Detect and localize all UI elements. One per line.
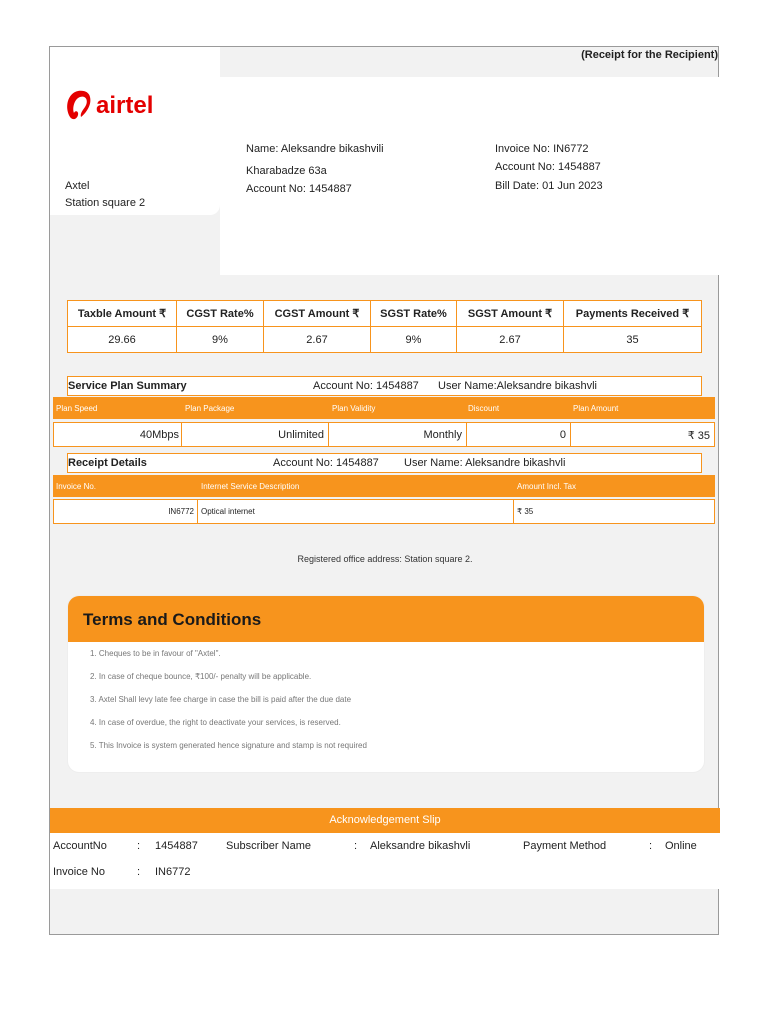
tax-header-payments: Payments Received ₹ bbox=[564, 301, 702, 327]
airtel-swirl-icon bbox=[67, 91, 90, 119]
plan-speed-value: 40Mbps bbox=[139, 429, 179, 441]
ack-colon: : bbox=[137, 866, 141, 878]
plan-package-header: Plan Package bbox=[185, 404, 235, 413]
plan-package-value: Unlimited bbox=[278, 429, 324, 441]
company-address: Station square 2 bbox=[65, 197, 146, 209]
plan-amount-cell bbox=[571, 423, 714, 446]
service-plan-header bbox=[53, 397, 715, 419]
plan-validity-header: Plan Validity bbox=[332, 404, 376, 413]
service-plan-data-row bbox=[53, 422, 715, 447]
service-plan-title: Service Plan Summary bbox=[68, 380, 187, 392]
receipt-details-account: Account No: 1454887 bbox=[273, 457, 379, 469]
plan-speed-header: Plan Speed bbox=[56, 404, 98, 413]
ack-payment-label: Payment Method bbox=[523, 840, 607, 852]
tax-header-cgst-amount: CGST Amount ₹ bbox=[264, 301, 371, 327]
plan-amount-header: Plan Amount bbox=[573, 404, 619, 413]
terms-item: 5. This Invoice is system generated hence signature and stamp is not required bbox=[90, 741, 367, 750]
ack-subscriber-value: Aleksandre bikashvli bbox=[370, 840, 471, 852]
plan-package-cell bbox=[182, 423, 329, 446]
terms-item: 2. In case of cheque bounce, ₹100/- penalty will be applicable. bbox=[90, 672, 312, 681]
receipt-invoice-no: IN6772 bbox=[168, 507, 194, 516]
plan-amount-value: ₹ 35 bbox=[687, 430, 710, 442]
terms-item: 4. In case of overdue, the right to deactivate your services, is reserved. bbox=[90, 718, 341, 727]
tax-value-taxable: 29.66 bbox=[68, 327, 177, 353]
customer-account: Account No: 1454887 bbox=[246, 183, 352, 195]
customer-name: Name: Aleksandre bikashvili bbox=[246, 143, 384, 155]
acknowledgement-slip-bar: Acknowledgement Slip bbox=[50, 808, 720, 833]
ack-account-value: 1454887 bbox=[155, 840, 198, 852]
service-plan-user: User Name:Aleksandre bikashvli bbox=[438, 380, 597, 392]
tax-value-sgst-amount: 2.67 bbox=[457, 327, 564, 353]
tax-header-cgst-rate: CGST Rate% bbox=[177, 301, 264, 327]
tax-table bbox=[67, 300, 702, 353]
ack-colon: : bbox=[649, 840, 653, 852]
tax-table-header bbox=[68, 301, 702, 327]
receipt-details-user: User Name: Aleksandre bikashvli bbox=[404, 457, 566, 469]
service-description-header: Internet Service Description bbox=[201, 482, 300, 491]
plan-speed-cell bbox=[54, 423, 182, 446]
terms-title: Terms and Conditions bbox=[83, 610, 262, 629]
svg-text:airtel: airtel bbox=[96, 92, 154, 119]
amount-incl-tax-header: Amount Incl. Tax bbox=[517, 482, 576, 491]
receipt-amount-incl-tax: ₹ 35 bbox=[517, 507, 534, 516]
terms-card bbox=[67, 595, 705, 773]
tax-value-payments: 35 bbox=[564, 327, 702, 353]
invoice-sheet bbox=[49, 46, 719, 935]
discount-header: Discount bbox=[468, 404, 500, 413]
service-description-cell bbox=[198, 500, 514, 523]
amount-incl-tax-cell bbox=[514, 500, 714, 523]
bill-date: Bill Date: 01 Jun 2023 bbox=[495, 180, 603, 192]
ack-invoice-value: IN6772 bbox=[155, 866, 191, 878]
acknowledgement-area bbox=[50, 833, 720, 889]
plan-validity-value: Monthly bbox=[423, 429, 462, 441]
receipt-for-label: (Receipt for the Recipient) bbox=[581, 49, 718, 61]
terms-item: 1. Cheques to be in favour of "Axtel". bbox=[90, 649, 221, 658]
tax-value-cgst-rate: 9% bbox=[177, 327, 264, 353]
registered-office-address: Registered office address: Station square 2. bbox=[297, 554, 473, 564]
receipt-details-title: Receipt Details bbox=[68, 457, 147, 469]
service-plan-account: Account No: 1454887 bbox=[313, 380, 419, 392]
tax-header-sgst-amount: SGST Amount ₹ bbox=[457, 301, 564, 327]
receipt-service-description: Optical internet bbox=[201, 507, 255, 516]
service-plan-summary-row bbox=[67, 376, 702, 396]
tax-value-cgst-amount: 2.67 bbox=[264, 327, 371, 353]
ack-colon: : bbox=[354, 840, 358, 852]
ack-invoice-label: Invoice No bbox=[53, 866, 105, 878]
customer-address: Kharabadze 63a bbox=[246, 165, 327, 177]
tax-header-taxable: Taxble Amount ₹ bbox=[68, 301, 177, 327]
ack-colon: : bbox=[137, 840, 141, 852]
tax-header-sgst-rate: SGST Rate% bbox=[371, 301, 457, 327]
receipt-details-data-row bbox=[53, 499, 715, 524]
invoice-no-cell bbox=[54, 500, 198, 523]
invoice-number: Invoice No: IN6772 bbox=[495, 143, 589, 155]
tax-table-row bbox=[68, 327, 702, 353]
ack-payment-value: Online bbox=[665, 840, 697, 852]
discount-cell bbox=[467, 423, 571, 446]
ack-subscriber-label: Subscriber Name bbox=[226, 840, 311, 852]
tax-value-sgst-rate: 9% bbox=[371, 327, 457, 353]
plan-validity-cell bbox=[329, 423, 467, 446]
receipt-details-row bbox=[67, 453, 702, 473]
account-number: Account No: 1454887 bbox=[495, 161, 601, 173]
company-name: Axtel bbox=[65, 180, 90, 192]
terms-item: 3. Axtel Shall levy late fee charge in case the bill is paid after the due date bbox=[90, 695, 352, 704]
receipt-details-header bbox=[53, 475, 715, 497]
discount-value: 0 bbox=[559, 429, 566, 441]
invoice-no-header: Invoice No. bbox=[56, 482, 97, 491]
ack-account-label: AccountNo bbox=[53, 840, 107, 852]
airtel-logo bbox=[64, 83, 160, 127]
